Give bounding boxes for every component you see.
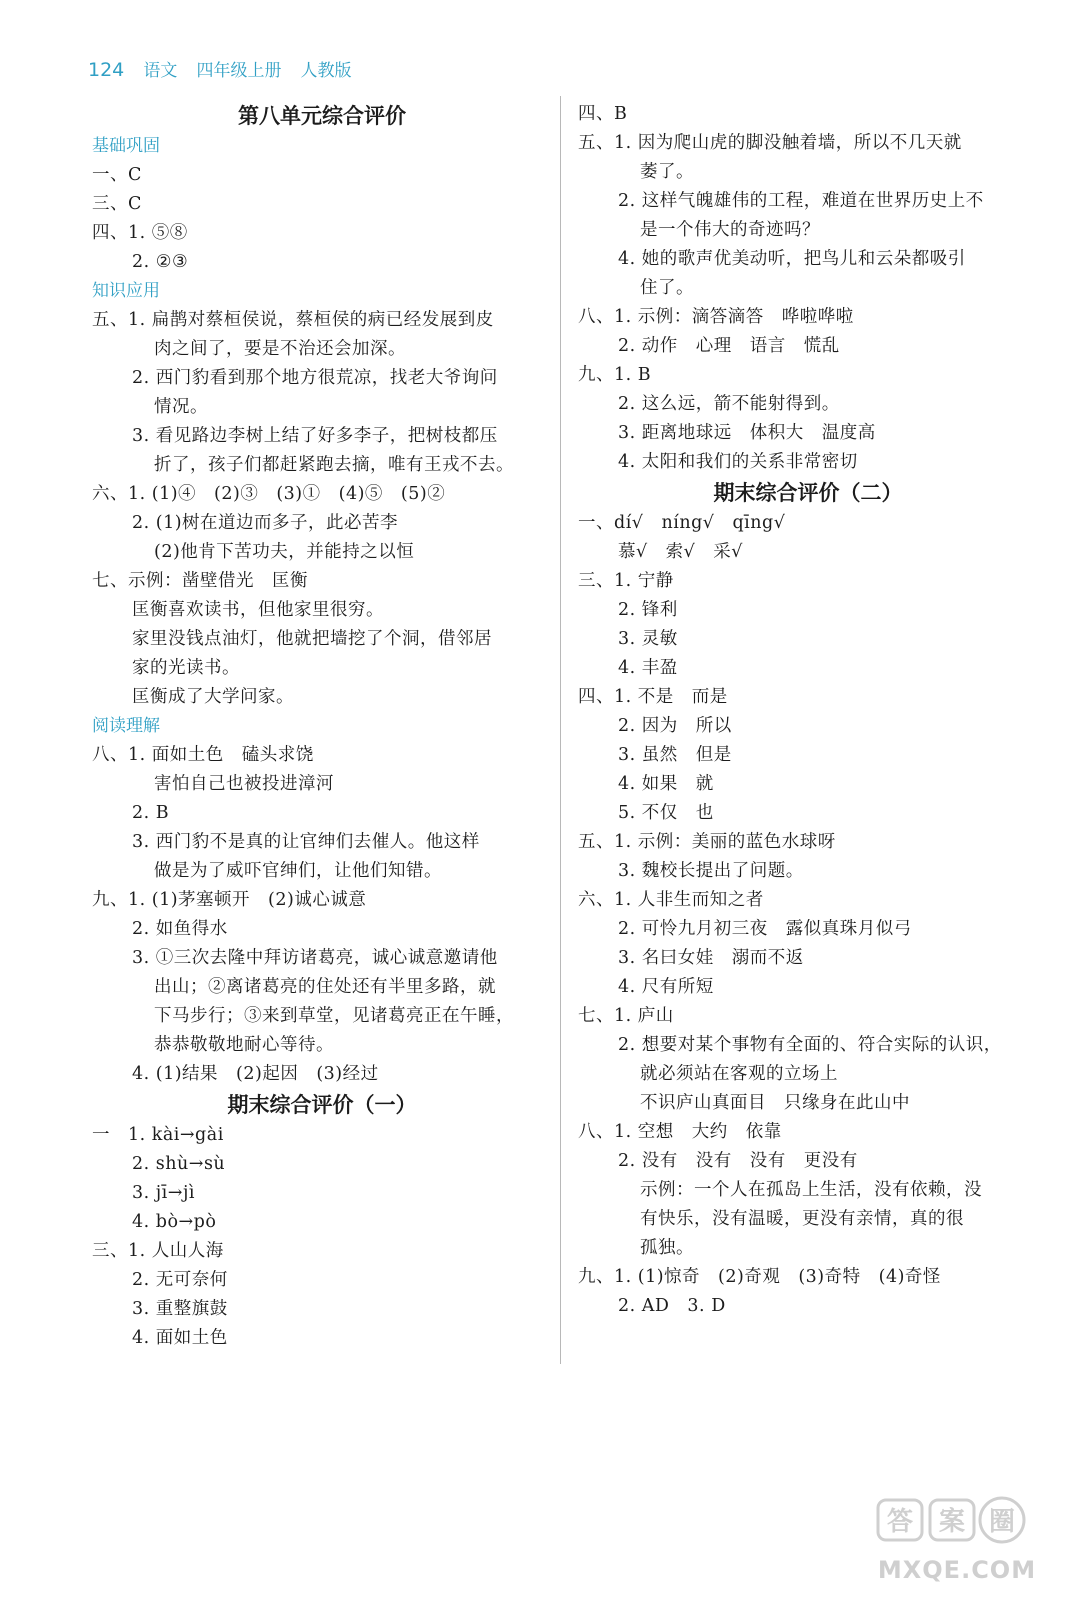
answer-line: 4. bò→pò bbox=[132, 1212, 217, 1232]
answer-line: 4. 如果 就 bbox=[618, 774, 714, 794]
answer-line: 家里没钱点油灯，他就把墙挖了个洞，借邻居 bbox=[132, 629, 492, 649]
answer-line: 4. (1)结果 (2)起因 (3)经过 bbox=[132, 1064, 379, 1084]
answer-line: 4. 面如土色 bbox=[132, 1328, 228, 1348]
answer-line: 折了，孩子们都赶紧跑去摘，唯有王戎不去。 bbox=[154, 455, 514, 475]
edition-label: 人教版 bbox=[300, 61, 352, 81]
svg-text:圈: 圈 bbox=[988, 1507, 1016, 1537]
subsection-heading: 知识应用 bbox=[92, 281, 160, 301]
answer-line: 2. (1)树在道边而多子，此必苦李 bbox=[132, 513, 399, 533]
answer-line: 害怕自己也被投进漳河 bbox=[154, 774, 334, 794]
answer-line: 就必须站在客观的立场上 bbox=[640, 1064, 838, 1084]
answer-line: 2. 没有 没有 没有 更没有 bbox=[618, 1151, 858, 1171]
answer-line: 3. 重整旗鼓 bbox=[132, 1299, 228, 1319]
answer-line: 2. 因为 所以 bbox=[618, 716, 732, 736]
answer-line: 三、1. 宁静 bbox=[578, 571, 674, 591]
answer-line: 3. 西门豹不是真的让官绅们去催人。他这样 bbox=[132, 832, 480, 852]
answer-line: 2. shù→sù bbox=[132, 1154, 226, 1174]
answer-line: 五、1. 因为爬山虎的脚没触着墙，所以不几天就 bbox=[578, 133, 962, 153]
answer-line: 三、C bbox=[92, 194, 142, 214]
answer-line: 4. 太阳和我们的关系非常密切 bbox=[618, 452, 858, 472]
answer-line: 做是为了威吓官绅们，让他们知错。 bbox=[154, 861, 442, 881]
section-title: 期末综合评价（二） bbox=[713, 481, 903, 505]
answer-line: 一、C bbox=[92, 165, 142, 185]
answer-line: 4. 丰盈 bbox=[618, 658, 678, 678]
answer-line: 3. 名曰女娃 溺而不返 bbox=[618, 948, 804, 968]
answer-line: 2. 想要对某个事物有全面的、符合实际的认识， bbox=[618, 1035, 1002, 1055]
answer-line: 3. 距离地球远 体积大 温度高 bbox=[618, 423, 876, 443]
svg-text:答: 答 bbox=[886, 1507, 914, 1537]
answer-line: 2. AD 3. D bbox=[618, 1296, 726, 1316]
subsection-heading: 阅读理解 bbox=[92, 716, 160, 736]
answer-line: 七、1. 庐山 bbox=[578, 1006, 674, 1026]
answer-line: 3. jī→jì bbox=[132, 1183, 195, 1203]
answer-line: 孤独。 bbox=[640, 1238, 694, 1258]
answer-line: 匡衡喜欢读书，但他家里很穷。 bbox=[132, 600, 384, 620]
answer-line: 七、示例：凿壁借光 匡衡 bbox=[92, 571, 308, 591]
answer-line: 情况。 bbox=[154, 397, 208, 417]
answer-line: 匡衡成了大学问家。 bbox=[132, 687, 294, 707]
answer-line: 六、1. 人非生而知之者 bbox=[578, 890, 764, 910]
answer-line: 慕√ 索√ 采√ bbox=[618, 542, 743, 562]
subsection-heading: 基础巩固 bbox=[92, 136, 160, 156]
answer-line: (2)他肯下苦功夫，并能持之以恒 bbox=[154, 542, 415, 562]
answer-line: 3. 灵敏 bbox=[618, 629, 678, 649]
answer-line: 2. 动作 心理 语言 慌乱 bbox=[618, 336, 840, 356]
page-header bbox=[88, 56, 366, 81]
answer-line: 4. 尺有所短 bbox=[618, 977, 714, 997]
svg-text:MXQE.COM: MXQE.COM bbox=[877, 1556, 1037, 1584]
answer-line: 是一个伟大的奇迹吗？ bbox=[640, 220, 820, 240]
answer-line: 下马步行；③来到草堂，见诸葛亮正在午睡， bbox=[154, 1006, 514, 1026]
answer-line: 四、1. 不是 而是 bbox=[578, 687, 728, 707]
grade-label: 四年级上册 bbox=[196, 61, 282, 81]
answer-line: 2. ②③ bbox=[132, 252, 189, 272]
answer-line: 不识庐山真面目 只缘身在此山中 bbox=[640, 1093, 910, 1113]
answer-line: 2. 这样气魄雄伟的工程，难道在世界历史上不 bbox=[618, 191, 984, 211]
answer-line: 5. 不仅 也 bbox=[618, 803, 714, 823]
answer-line: 2. 西门豹看到那个地方很荒凉，找老大爷询问 bbox=[132, 368, 498, 388]
answer-line: 示例：一个人在孤岛上生活，没有依赖，没 bbox=[640, 1180, 982, 1200]
answer-line: 一、dí√ níng√ qīng√ bbox=[578, 513, 786, 533]
answer-line: 八、1. 示例：滴答滴答 哗啦哗啦 bbox=[578, 307, 854, 327]
answer-line: 八、1. 空想 大约 依靠 bbox=[578, 1122, 782, 1142]
right-column bbox=[578, 100, 1038, 1321]
subject-label: 语文 bbox=[143, 61, 178, 81]
answer-line: 九、1. B bbox=[578, 365, 652, 385]
answer-line: 四、1. ⑤⑧ bbox=[92, 223, 188, 243]
answer-line: 萎了。 bbox=[640, 162, 694, 182]
section-title: 第八单元综合评价 bbox=[238, 104, 406, 128]
answer-line: 三、1. 人山人海 bbox=[92, 1241, 224, 1261]
answer-line: 一 1. kài→gài bbox=[92, 1125, 224, 1145]
answer-line: 3. ①三次去隆中拜访诸葛亮，诚心诚意邀请他 bbox=[132, 948, 498, 968]
answer-line: 有快乐，没有温暖，更没有亲情，真的很 bbox=[640, 1209, 964, 1229]
answer-line: 2. 无可奈何 bbox=[132, 1270, 228, 1290]
left-column bbox=[92, 100, 552, 1353]
answer-line: 住了。 bbox=[640, 278, 694, 298]
answer-line: 恭恭敬敬地耐心等待。 bbox=[154, 1035, 334, 1055]
answer-line: 五、1. 扁鹊对蔡桓侯说，蔡桓侯的病已经发展到皮 bbox=[92, 310, 494, 330]
answer-line: 九、1. (1)茅塞顿开 (2)诚心诚意 bbox=[92, 890, 367, 910]
watermark-icon bbox=[872, 1494, 1042, 1588]
answer-line: 2. 这么远，箭不能射得到。 bbox=[618, 394, 840, 414]
answer-line: 四、B bbox=[578, 104, 628, 124]
answer-line: 3. 虽然 但是 bbox=[618, 745, 732, 765]
answer-line: 肉之间了，要是不治还会加深。 bbox=[154, 339, 406, 359]
section-title: 期末综合评价（一） bbox=[227, 1093, 417, 1117]
answer-line: 2. 如鱼得水 bbox=[132, 919, 228, 939]
answer-line: 出山；②离诸葛亮的住处还有半里多路，就 bbox=[154, 977, 496, 997]
page-number: 124 bbox=[88, 59, 125, 81]
answer-line: 五、1. 示例：美丽的蓝色水球呀 bbox=[578, 832, 836, 852]
answer-line: 3. 魏校长提出了问题。 bbox=[618, 861, 804, 881]
answer-line: 九、1. (1)惊奇 (2)奇观 (3)奇特 (4)奇怪 bbox=[578, 1267, 941, 1287]
watermark-logo bbox=[872, 1494, 1042, 1588]
answer-line: 六、1. (1)④ (2)③ (3)① (4)⑤ (5)② bbox=[92, 484, 446, 504]
answer-line: 2. B bbox=[132, 803, 170, 823]
answer-line: 家的光读书。 bbox=[132, 658, 240, 678]
svg-text:案: 案 bbox=[938, 1507, 966, 1537]
answer-line: 3. 看见路边李树上结了好多李子，把树枝都压 bbox=[132, 426, 498, 446]
answer-line: 2. 可怜九月初三夜 露似真珠月似弓 bbox=[618, 919, 912, 939]
answer-line: 4. 她的歌声优美动听，把鸟儿和云朵都吸引 bbox=[618, 249, 966, 269]
answer-line: 2. 锋利 bbox=[618, 600, 678, 620]
column-divider bbox=[560, 96, 561, 1364]
answer-line: 八、1. 面如土色 磕头求饶 bbox=[92, 745, 314, 765]
